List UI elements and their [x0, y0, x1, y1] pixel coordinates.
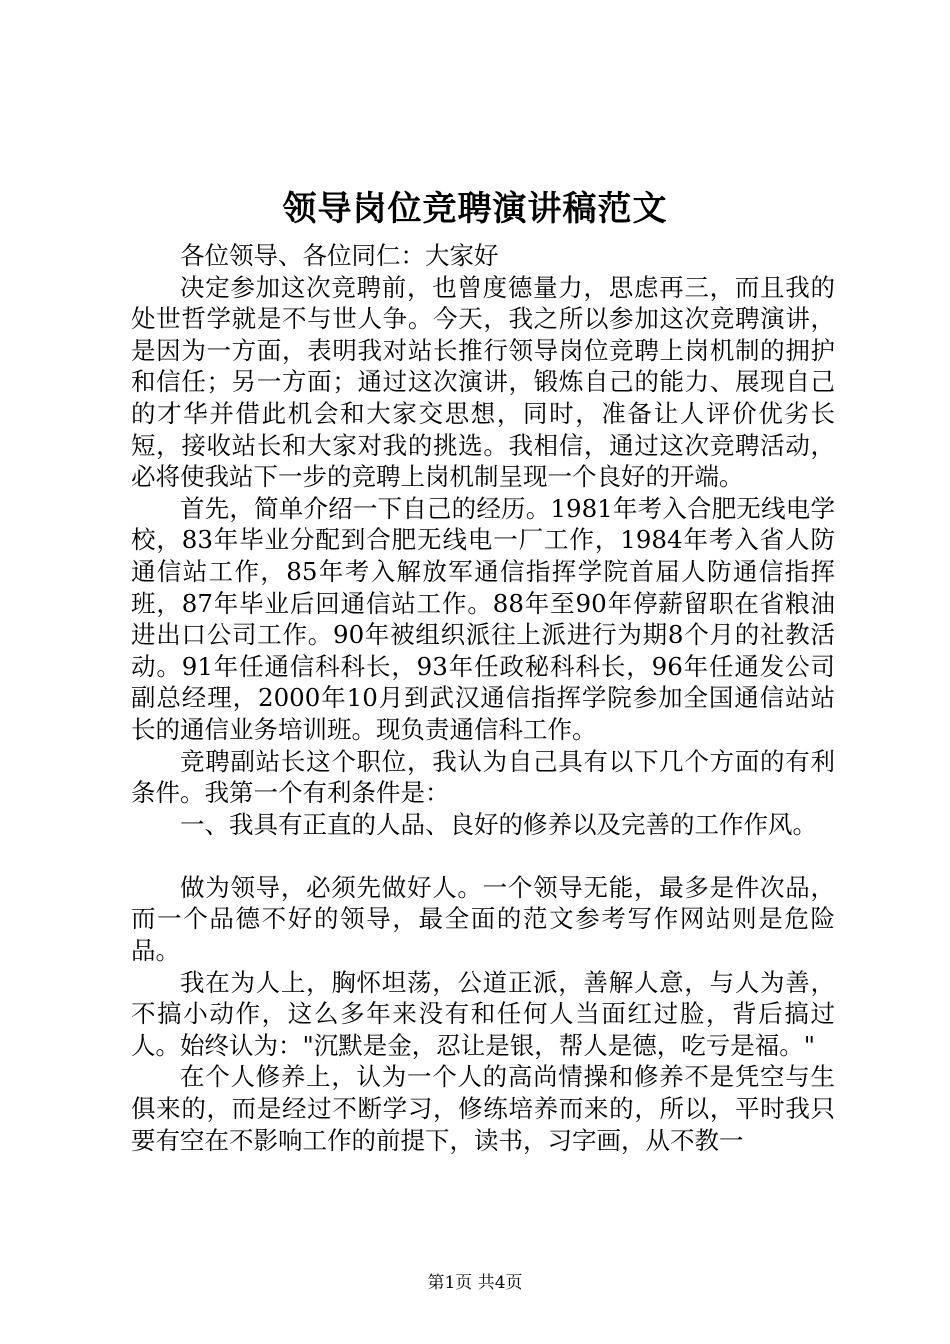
paragraph-experience: 首先，简单介绍一下自己的经历。1981年考入合肥无线电学校，83年毕业分配到合肥无线电一厂工作，1984年考入省人防通信站工作，85年考入解放军通信指挥学院首届人防通信指挥班，87年毕业后回通信站工作。88年至90年停薪留职在省粮油进出口公司工作。90年被组织派往上派进行为期8个月的社教活动。91年任通信科科长，93年任政秘科科长，96年任通发公司副总经理，2000年10月到武汉通信指挥学院参加全国通信站站长的通信业务培训班。现负责通信科工作。: [131, 493, 835, 744]
paragraph-cultivation: 在个人修养上，认为一个人的高尚情操和修养不是凭空与生俱来的，而是经过不断学习，修练培养而来的，所以，平时我只要有空在不影响工作的前提下，读书，习字画，从不教一: [131, 1062, 835, 1155]
paragraph-leadership: 做为领导，必须先做好人。一个领导无能，最多是件次品，而一个品德不好的领导，最全面的范文参考写作网站则是危险品。: [131, 872, 835, 966]
document-title: 领导岗位竞聘演讲稿范文: [282, 189, 668, 229]
page-footer: 第1页 共4页: [427, 1273, 523, 1293]
paragraph-greeting: 各位领导、各位同仁：大家好: [180, 241, 499, 270]
paragraph-character: 我在为人上，胸怀坦荡，公道正派，善解人意，与人为善，不搞小动作，这么多年来没有和任何人当面红过脸，背后搞过人。始终认为："沉默是金，忍让是银，帮人是德，吃亏是福。": [131, 967, 835, 1060]
paragraph-condition-one: 一、我具有正直的人品、良好的修养以及完善的工作作风。: [180, 809, 817, 839]
document-body: [131, 240, 835, 1156]
paragraph-decision: 决定参加这次竞聘前，也曾度德量力，思虑再三，而且我的处世哲学就是不与世人争。今天，我之所以参加这次竞聘演讲，是因为一方面，表明我对站长推行领导岗位竞聘上岗机制的拥护和信任；另一方面；通过这次演讲，锻炼自己的能力、展现自己的才华并借此机会和大家交思想，同时，准备让人评价优劣长短，接收站长和大家对我的挑选。我相信，通过这次竞聘活动，必将使我站下一步的竞聘上岗机制呈现一个良好的开端。: [131, 272, 835, 492]
paragraph-conditions-intro: 竞聘副站长这个职位，我认为自己具有以下几个方面的有利条件。我第一个有利条件是：: [131, 746, 835, 808]
